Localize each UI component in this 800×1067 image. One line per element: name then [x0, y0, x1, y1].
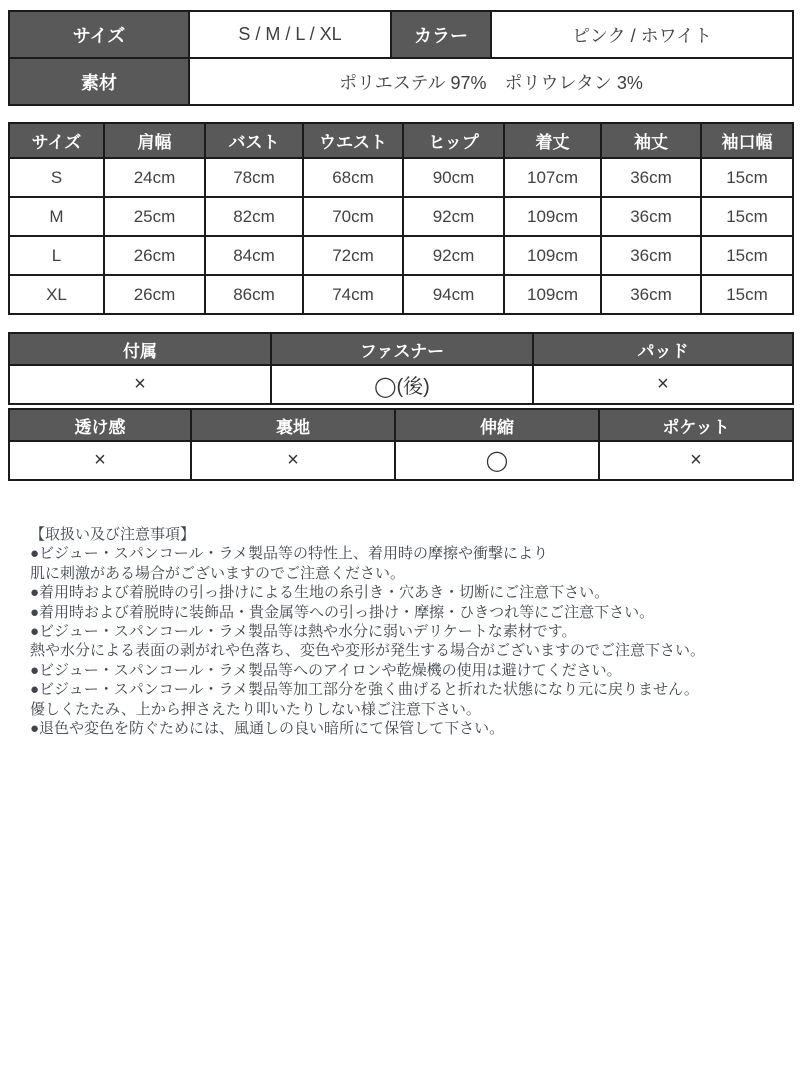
- spec-header-row: [9, 333, 793, 365]
- spec-value-cell: ◯(後): [271, 365, 533, 404]
- care-note-line: ●ビジュー・スパンコール・ラメ製品等の特性上、着用時の摩擦や衝撃により: [30, 545, 549, 563]
- size-chart-col-header: サイズ: [9, 123, 104, 158]
- product-info-table: [8, 10, 794, 106]
- size-chart-cell: 36cm: [601, 275, 701, 314]
- size-chart-cell: 109cm: [504, 275, 601, 314]
- size-chart-cell: 94cm: [403, 275, 504, 314]
- size-chart-cell: 36cm: [601, 236, 701, 275]
- size-chart-cell: 74cm: [303, 275, 403, 314]
- care-note-line: ●ビジュー・スパンコール・ラメ製品等は熱や水分に弱いデリケートな素材です。: [30, 623, 577, 641]
- size-chart-cell: 107cm: [504, 158, 601, 197]
- spec-col-header: パッド: [533, 333, 793, 365]
- table-row: [9, 365, 793, 404]
- table-row: [9, 441, 793, 480]
- size-chart-cell: 26cm: [104, 275, 205, 314]
- care-note-line: ●退色や変色を防ぐためには、風通しの良い暗所にて保管して下さい。: [30, 720, 505, 738]
- size-chart-col-header: バスト: [205, 123, 303, 158]
- material-label: 素材: [9, 58, 189, 105]
- spec-col-header: ポケット: [599, 409, 793, 441]
- size-chart-cell: 68cm: [303, 158, 403, 197]
- spec-value-cell: ×: [533, 365, 793, 404]
- table-row: [9, 275, 793, 314]
- size-chart-cell: 92cm: [403, 236, 504, 275]
- color-value: ピンク / ホワイト: [491, 11, 793, 58]
- spec-col-header: 透け感: [9, 409, 191, 441]
- size-chart-cell: 72cm: [303, 236, 403, 275]
- spec-col-header: 伸縮: [395, 409, 599, 441]
- size-chart-col-header: ウエスト: [303, 123, 403, 158]
- spec-value-cell: ×: [599, 441, 793, 480]
- size-chart-cell: 15cm: [701, 275, 793, 314]
- material-value: ポリエステル 97% ポリウレタン 3%: [189, 58, 793, 105]
- spec-col-header: 裏地: [191, 409, 395, 441]
- size-value: S / M / L / XL: [189, 11, 391, 58]
- care-note-line: ●着用時および着脱時の引っ掛けによる生地の糸引き・穴あき・切断にご注意下さい。: [30, 584, 610, 602]
- spec-table-features: [8, 408, 794, 481]
- size-chart-cell: 86cm: [205, 275, 303, 314]
- size-chart-cell: S: [9, 158, 104, 197]
- size-chart-cell: L: [9, 236, 104, 275]
- spec-col-header: 付属: [9, 333, 271, 365]
- size-chart-col-header: 肩幅: [104, 123, 205, 158]
- size-chart-cell: XL: [9, 275, 104, 314]
- care-note-line: ●着用時および着脱時に装飾品・貴金属等への引っ掛け・摩擦・ひきつれ等にご注意下さい。: [30, 603, 655, 621]
- care-notes-title: 【取扱い及び注意事項】: [30, 526, 196, 543]
- table-row: [9, 158, 793, 197]
- spec-value-cell: ◯: [395, 441, 599, 480]
- size-chart-header-row: [9, 123, 793, 158]
- size-chart-cell: 82cm: [205, 197, 303, 236]
- size-chart-table: [8, 122, 794, 315]
- size-chart-cell: 84cm: [205, 236, 303, 275]
- table-row: [9, 197, 793, 236]
- size-chart-cell: 36cm: [601, 197, 701, 236]
- table-row: [9, 236, 793, 275]
- care-note-line: 肌に刺激がある場合がございますのでご注意ください。: [30, 564, 406, 582]
- care-notes: [30, 525, 790, 738]
- care-note-line: 熱や水分による表面の剥がれや色落ち、変色や変形が発生する場合がございますのでご注意下さい。: [30, 642, 706, 660]
- spec-col-header: ファスナー: [271, 333, 533, 365]
- color-label: カラー: [391, 11, 491, 58]
- care-note-line: ●ビジュー・スパンコール・ラメ製品等加工部分を強く曲げると折れた状態になり元に戻りません。: [30, 681, 699, 699]
- size-chart-cell: 109cm: [504, 236, 601, 275]
- size-chart-cell: 15cm: [701, 197, 793, 236]
- spec-value-cell: ×: [191, 441, 395, 480]
- size-chart-col-header: 袖口幅: [701, 123, 793, 158]
- size-chart-col-header: ヒップ: [403, 123, 504, 158]
- size-chart-cell: M: [9, 197, 104, 236]
- size-chart-cell: 36cm: [601, 158, 701, 197]
- size-chart-cell: 92cm: [403, 197, 504, 236]
- spec-value-cell: ×: [9, 441, 191, 480]
- care-note-line: ●ビジュー・スパンコール・ラメ製品等へのアイロンや乾燥機の使用は避けてください。: [30, 661, 622, 679]
- table-row: [9, 58, 793, 105]
- size-chart-cell: 24cm: [104, 158, 205, 197]
- spec-header-row: [9, 409, 793, 441]
- size-chart-cell: 78cm: [205, 158, 303, 197]
- size-chart-cell: 15cm: [701, 236, 793, 275]
- size-chart-cell: 109cm: [504, 197, 601, 236]
- size-chart-col-header: 着丈: [504, 123, 601, 158]
- size-chart-col-header: 袖丈: [601, 123, 701, 158]
- care-note-line: 優しくたたみ、上から押さえたり叩いたりしない様ご注意下さい。: [30, 700, 481, 718]
- size-chart-cell: 26cm: [104, 236, 205, 275]
- size-chart-cell: 70cm: [303, 197, 403, 236]
- spec-value-cell: ×: [9, 365, 271, 404]
- size-chart-cell: 25cm: [104, 197, 205, 236]
- size-chart-cell: 15cm: [701, 158, 793, 197]
- spec-table-accessories: [8, 332, 794, 405]
- table-row: [9, 11, 793, 58]
- size-chart-cell: 90cm: [403, 158, 504, 197]
- size-label: サイズ: [9, 11, 189, 58]
